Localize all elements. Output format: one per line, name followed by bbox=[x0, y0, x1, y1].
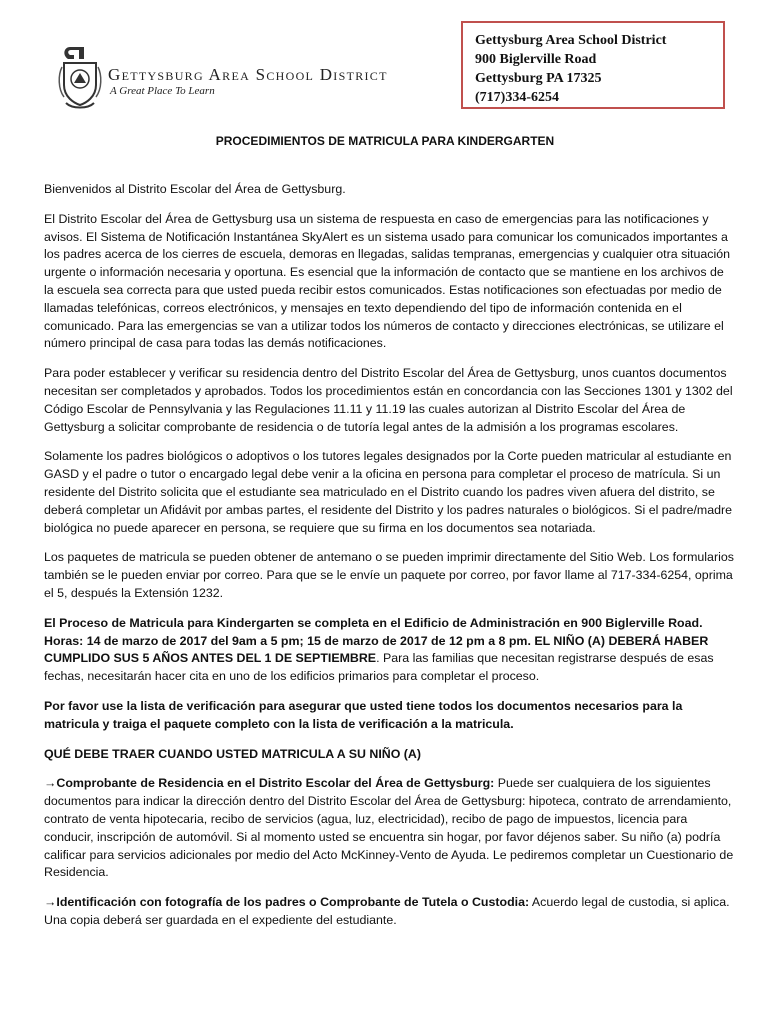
proof-of-residency-label: →Comprobante de Residencia en el Distrito Escolar del Área de Gettysburg: bbox=[44, 776, 495, 791]
address-line-phone: (717)334-6254 bbox=[475, 90, 559, 105]
checklist-paragraph: Por favor use la lista de verificación para asegurar que usted tiene todos los documentos necesarios para la matricula y traiga el paquete completo con la lista de verificación a la matricula. bbox=[44, 698, 683, 731]
document-body bbox=[44, 181, 734, 942]
school-crest-icon bbox=[58, 45, 102, 113]
address-box bbox=[461, 21, 725, 109]
proof-of-residency-text: Puede ser cualquiera de los siguientes documentos para indicar la dirección dentro del Distrito Escolar del Área de Gettysburg: hipoteca, contrato de arrendamiento, contrato de venta hipotecaria, recibo de servicios (agua, luz, electricidad), recibo de pago de impuestos, licencia para conducir, inscripción de automóvil. Si al momento usted se encuentra sin hogar, por favor déjenos saber. Su niño (a) podría calificar para servicios adicionales por medio del Acto McKinney-Vento de Ayuda. Le pediremos completar un Cuestionario de Residencia. bbox=[44, 776, 734, 880]
enrollment-eligibility-paragraph: Solamente los padres biológicos o adoptivos o los tutores legales designados por la Corte pueden matricular al estudiante en GASD y el padre o tutor o encargado legal debe venir a la oficina en persona para completar el proceso de matrícula. Si un residente del Distrito solicita que el estudiante sea matriculado en el Distrito cuando los padres viven afuera del distrito, se deberá completar un Afidávit por ambas partes, el residente del Distrito y los padres naturales o biológicos. Si el padre/madre biológica no puede aparecer en persona, se requiere que su firma en los documentos sea notariada. bbox=[44, 449, 733, 535]
schedule-bold-text: El Proceso de Matricula para Kindergarten se completa en el Edificio de Administración en 900 Biglerville Road. Horas: 14 de marzo de 2017 del 9am a 5 pm; 15 de marzo de 2017 de 12 pm a 8 pm. EL NIÑO (A) DEBERÁ HABER CUMPLIDO SUS 5 AÑOS ANTES DEL 1 DE SEPTIEMBRE bbox=[44, 615, 709, 666]
packet-paragraph: Los paquetes de matricula se pueden obtener de antemano o se pueden imprimir directamente del Sitio Web. Los formularios también se le pueden enviar por correo. Para que se le envíe un paquete por correo, por favor llame al 717-334-6254, oprima el 5, después la Extensión 1232. bbox=[44, 550, 734, 600]
address-line-name: Gettysburg Area School District bbox=[475, 33, 667, 48]
document-title: PROCEDIMIENTOS DE MATRICULA PARA KINDERGARTEN bbox=[215, 134, 555, 148]
schedule-rest-text: . Para las familias que necesitan registrarse después de esas fechas, necesitarán hacer cita en uno de los edificios primarios para completar el proceso. bbox=[44, 651, 714, 684]
photo-id-text: Acuerdo legal de custodia, si aplica. Una copia deberá ser guardada en el expediente del estudiante. bbox=[44, 895, 730, 927]
district-name: Gettysburg Area School District bbox=[108, 65, 388, 84]
address-line-city: Gettysburg PA 17325 bbox=[475, 71, 602, 86]
photo-id-item bbox=[44, 894, 734, 930]
proof-of-residency-item bbox=[44, 775, 734, 882]
address-line-street: 900 Biglerville Road bbox=[475, 52, 597, 67]
schedule-paragraph bbox=[44, 615, 734, 686]
district-tagline: A Great Place To Learn bbox=[110, 85, 215, 97]
notification-paragraph: El Distrito Escolar del Área de Gettysburg usa un sistema de respuesta en caso de emergencias para las notificaciones y avisos. El Sistema de Notificación Instantánea SkyAlert es un sistema usado para comunicar los comunicados importantes a los padres acerca de los cierres de escuela, demoras en llegadas, salidas tempranas, emergencias y cualquier otra situación urgente o información necesaria y oportuna. Es esencial que la información de contacto que se mantiene en los archivos de la escuela sea correcta para que usted pueda recibir estos comunicados. Estas notificaciones son efectuadas por medio de llamadas telefónicas, correos electrónicos, y mensajes en texto dependiendo del tipo de información contenida en el comunicado. Para las emergencias se van a utilizar todos los números de contacto y direcciones electrónicas, se utilizare el número principal de casa para todas las demás notificaciones. bbox=[44, 211, 730, 351]
photo-id-label: →Identificación con fotografía de los padres o Comprobante de Tutela o Custodia: bbox=[44, 895, 530, 910]
residency-paragraph: Para poder establecer y verificar su residencia dentro del Distrito Escolar del Área de Gettysburg, unos cuantos documentos necesitan ser completados y aprobados. Todos los procedimientos están en concordancia con las Secciones 1301 y 1302 del Código Escolar de Pennsylvania y las Regulaciones 11.11 y 11.19 las cuales autorizan al Distrito Escolar del Área de Gettysburg a solicitar comprobante de residencia o de tutoría legal antes de la admisión a los programas escolares. bbox=[44, 366, 733, 434]
district-logo bbox=[58, 45, 403, 115]
welcome-paragraph: Bienvenidos al Distrito Escolar del Área de Gettysburg. bbox=[44, 182, 346, 196]
what-to-bring-heading: QUÉ DEBE TRAER CUANDO USTED MATRICULA A SU NIÑO (A) bbox=[44, 746, 421, 761]
